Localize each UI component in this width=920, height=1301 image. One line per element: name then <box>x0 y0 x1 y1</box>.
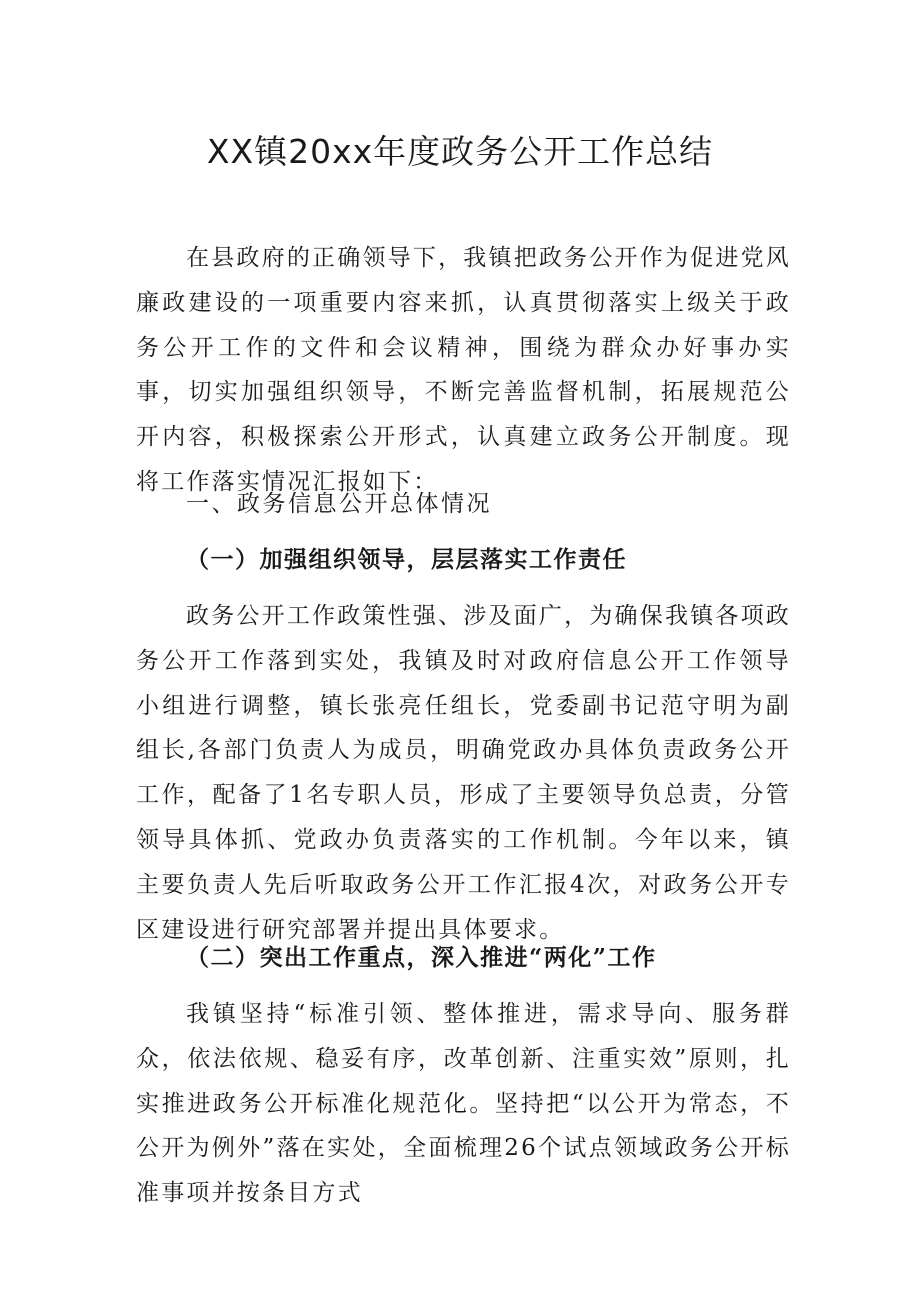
subsection-heading-focus: （二）突出工作重点，深入推进“两化”工作 <box>186 944 657 971</box>
subsection-heading-organization: （一）加强组织领导，层层落实工作责任 <box>186 546 627 573</box>
intro-paragraph: 在县政府的正确领导下，我镇把政务公开作为促进党风廉政建设的一项重要内容来抓，认真贯彻落实上级关于政务公开工作的文件和会议精神，围绕为群众办好事办实事，切实加强组织领导，不断完善监督机制，拓展规范公开内容，积极探索公开形式，认真建立政务公开制度。现将工作落实情况汇报如下： <box>136 245 791 495</box>
section-heading-overview: 一、政务信息公开总体情况 <box>186 491 492 517</box>
focus-paragraph: 我镇坚持“标准引领、整体推进，需求导向、服务群众，依法依规、稳妥有序，改革创新、注重实效”原则，扎实推进政务公开标准化规范化。坚持把“以公开为常态，不公开为例外”落在实处，全面梳理26个试点领域政务公开标准事项并按条目方式 <box>136 1001 791 1207</box>
document-title: XX镇20xx年度政务公开工作总结 <box>206 132 714 171</box>
organization-paragraph: 政务公开工作政策性强、涉及面广，为确保我镇各项政务公开工作落到实处，我镇及时对政府信息公开工作领导小组进行调整，镇长张亮任组长，党委副书记范守明为副组长,各部门负责人为成员，明确党政办具体负责政务公开工作，配备了1名专职人员，形成了主要领导负总责，分管领导具体抓、党政办负责落实的工作机制。今年以来，镇主要负责人先后听取政务公开工作汇报4次，对政务公开专区建设进行研究部署并提出具体要求。 <box>136 603 791 943</box>
